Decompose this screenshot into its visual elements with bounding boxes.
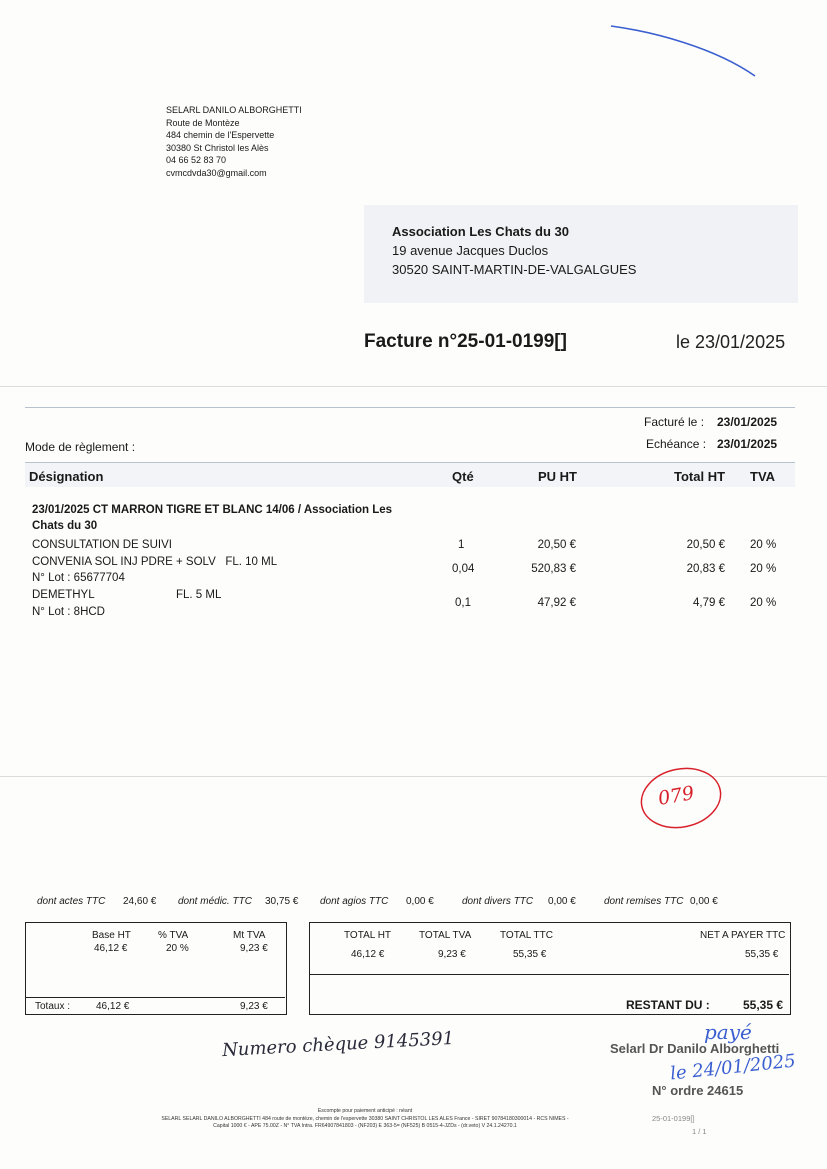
handwritten-cheque-number: Numero chèque 9145391 [221, 1027, 455, 1062]
divider [310, 974, 789, 975]
visit-heading [32, 502, 392, 534]
pen-stroke-mark [605, 20, 765, 85]
actes-label: dont actes TTC [37, 896, 106, 907]
total-ttc-label: TOTAL TTC [500, 930, 553, 941]
agios-value: 0,00 € [406, 896, 434, 907]
recipient-address-box [364, 205, 798, 303]
row-pu: 20,50 € [537, 539, 576, 551]
row-qte: 0,04 [452, 563, 475, 575]
invoice-date: le 23/01/2025 [676, 332, 786, 352]
total-ht-label: TOTAL HT [344, 930, 392, 941]
mt-tva-value: 9,23 € [240, 943, 268, 954]
facture-le-value: 23/01/2025 [717, 415, 778, 429]
pct-tva-value: 20 % [166, 943, 189, 954]
base-ht-label: Base HT [92, 930, 131, 941]
divers-label: dont divers TTC [462, 896, 534, 907]
base-ht-value: 46,12 € [94, 943, 128, 954]
row-designation: DEMETHYL [32, 589, 95, 601]
row-extra: FL. 5 ML [176, 589, 222, 601]
footer-line: SELARL SELARL DANILO ALBORGHETTI 484 route de montèze, chemin de l'espervette 30380 SAINT CHRISTOL LES ALES France - SIRET 90784180300014 - RCS NIMES - [161, 1115, 569, 1122]
row-designation: CONSULTATION DE SUIVI [32, 539, 172, 551]
row-tva: 20 % [750, 563, 777, 575]
restant-du-value: 55,35 € [743, 998, 784, 1012]
row-tva: 20 % [750, 539, 777, 551]
sender-phone: 04 66 52 83 70 [166, 155, 227, 165]
sender-line: Route de Montèze [166, 117, 240, 128]
red-circle-number: 079 [656, 782, 696, 810]
footer-ref: 25-01-0199[] [652, 1114, 695, 1123]
remises-value: 0,00 € [690, 896, 718, 907]
row-pu: 47,92 € [537, 597, 576, 609]
recipient-city: 30520 SAINT-MARTIN-DE-VALGALGUES [392, 262, 637, 277]
recipient-name: Association Les Chats du 30 [392, 224, 569, 239]
scan-fold-line [0, 386, 827, 387]
divers-value: 0,00 € [548, 896, 576, 907]
divider [25, 407, 795, 408]
pct-tva-label: % TVA [158, 930, 189, 941]
sender-email: cvmcdvda30@gmail.com [166, 167, 267, 178]
footer-line: Capital 1000 € - APE 75.00Z - N° TVA Intra. FR64907841803 - (NF203) E 363-5= (NF525) B 0515-4-JZDs - (dr.veto) V 24.1.24270.1 [213, 1123, 517, 1129]
total-tva-label: TOTAL TVA [419, 930, 472, 941]
total-tva-value: 9,23 € [438, 949, 466, 960]
practice-stamp-order: N° ordre 24615 [652, 1083, 744, 1098]
visit-heading-line: 23/01/2025 CT MARRON TIGRE ET BLANC 14/06 / Association Les [32, 504, 393, 516]
recipient-street: 19 avenue Jacques Duclos [392, 243, 549, 258]
col-tva: TVA [750, 469, 776, 484]
row-total: 4,79 € [693, 597, 725, 609]
echeance-label: Echéance : [646, 437, 707, 451]
col-total-ht: Total HT [674, 469, 726, 484]
footer-legal [95, 1108, 635, 1131]
total-ttc-value: 55,35 € [513, 949, 547, 960]
net-a-payer-label: NET A PAYER TTC [700, 930, 786, 941]
row-total: 20,50 € [686, 539, 725, 551]
invoice-title: Facture n°25-01-0199[] [364, 331, 567, 352]
remises-label: dont remises TTC [604, 896, 684, 907]
mode-reglement-label: Mode de règlement : [25, 440, 136, 454]
row-pu: 520,83 € [531, 563, 576, 575]
medic-value: 30,75 € [265, 896, 299, 907]
col-pu-ht: PU HT [538, 469, 577, 484]
totaux-base: 46,12 € [96, 1001, 130, 1012]
row-designation: CONVENIA SOL INJ PDRE + SOLV FL. 10 ML [32, 556, 278, 568]
total-ht-value: 46,12 € [351, 949, 385, 960]
footer-page: 1 / 1 [692, 1127, 707, 1136]
medic-label: dont médic. TTC [178, 896, 252, 907]
mt-tva-label: Mt TVA [233, 930, 266, 941]
row-total: 20,83 € [686, 563, 725, 575]
row-tva: 20 % [750, 597, 777, 609]
sender-name: SELARL DANILO ALBORGHETTI [166, 105, 302, 115]
row-lot: N° Lot : 65677704 [32, 572, 125, 584]
row-qte: 0,1 [455, 597, 471, 609]
sender-line: 484 chemin de l'Espervette [166, 130, 275, 140]
totaux-tva: 9,23 € [240, 1001, 268, 1012]
facture-le-label: Facturé le : [644, 415, 705, 429]
actes-value: 24,60 € [123, 896, 157, 907]
divider [26, 997, 285, 998]
practice-stamp-name: Selarl Dr Danilo Alborghetti [610, 1041, 780, 1056]
col-qte: Qté [452, 469, 474, 484]
agios-label: dont agios TTC [320, 896, 389, 907]
row-qte: 1 [458, 539, 465, 551]
handwritten-paye-date: le 24/01/2025 [669, 1050, 797, 1085]
sender-block [166, 104, 302, 179]
handwritten-paye: payé [704, 1020, 752, 1044]
footer-line: Escompte pour paiement anticipé : néant [317, 1108, 413, 1114]
row-lot: N° Lot : 8HCD [32, 606, 105, 618]
echeance-value: 23/01/2025 [717, 437, 778, 451]
net-a-payer-value: 55,35 € [745, 949, 779, 960]
visit-heading-line: Chats du 30 [32, 520, 98, 532]
col-designation: Désignation [29, 469, 104, 484]
restant-du-label: RESTANT DU : [626, 998, 710, 1012]
totaux-label: Totaux : [35, 1001, 71, 1012]
sender-line: 30380 St Christol les Alès [166, 142, 269, 153]
